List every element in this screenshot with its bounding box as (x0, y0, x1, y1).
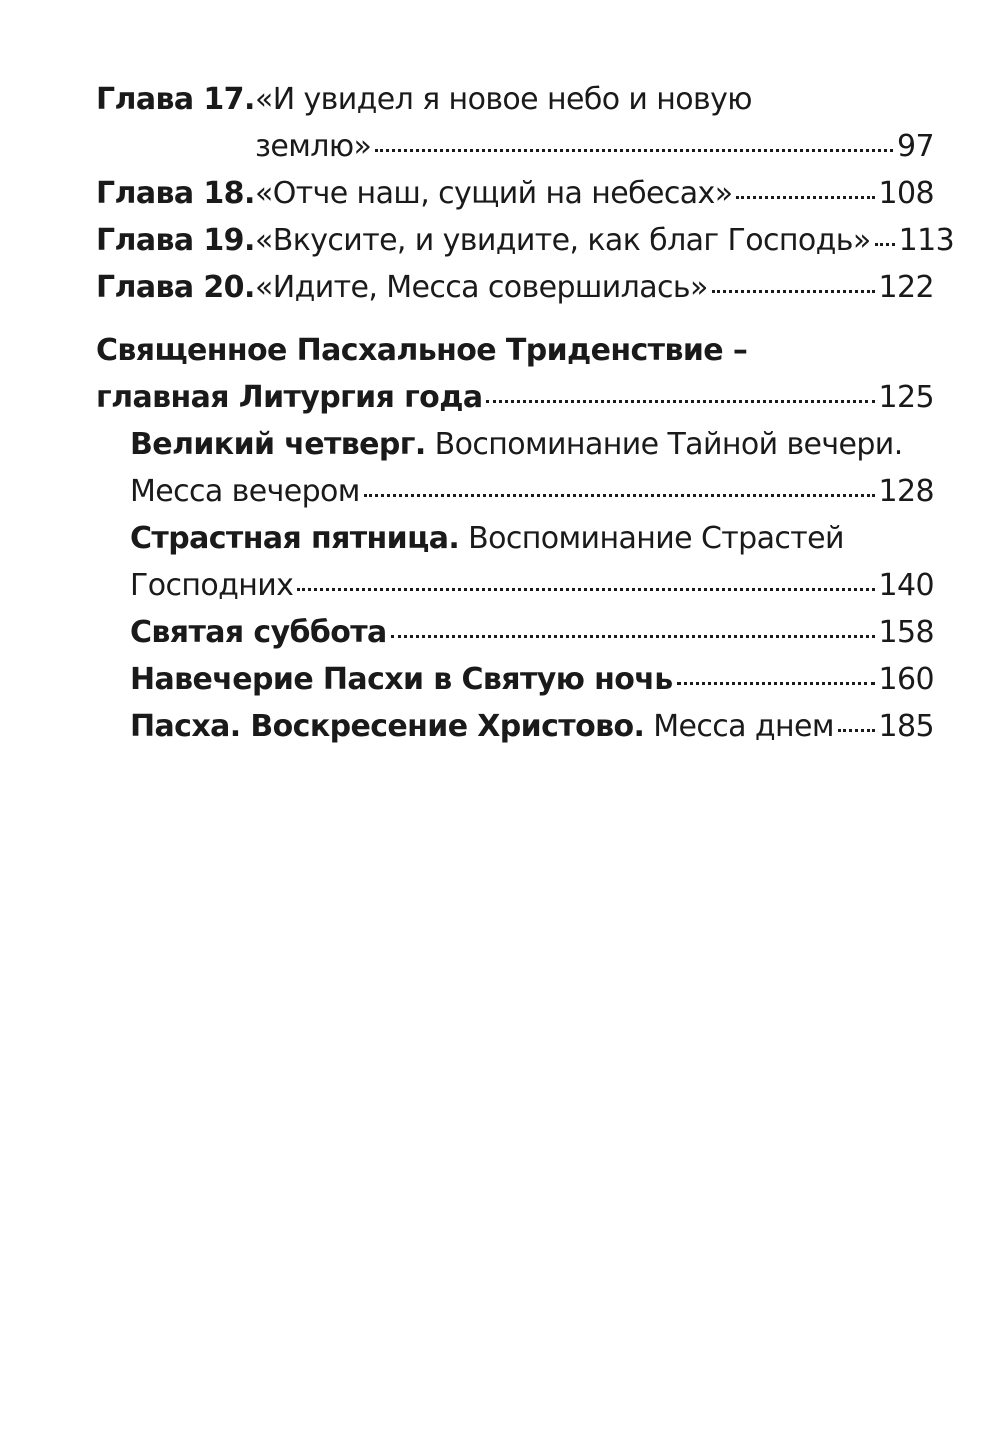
page-number: 185 (878, 709, 934, 744)
section-title: Священное Пасхальное Триденствие – (96, 333, 748, 368)
page-number: 113 (898, 223, 955, 258)
page-number: 140 (878, 568, 934, 603)
subsection-subtitle-continued: Господних (130, 568, 294, 603)
leader-dots (364, 494, 875, 497)
toc-entry-triduum-section[interactable] (96, 327, 934, 421)
chapter-title: «Идите, Месса совершилась» (255, 270, 708, 305)
toc-entry-good-friday[interactable] (96, 515, 934, 609)
chapter-title: «И увидел я новое небо и новую (255, 82, 752, 117)
leader-dots (486, 400, 874, 403)
section-title-continued: главная Литургия года (96, 380, 483, 415)
leader-dots (375, 149, 893, 152)
chapter-label: Глава 18. (96, 176, 255, 211)
toc-entry-holy-saturday[interactable] (96, 609, 934, 656)
chapter-title-continued: землю» (255, 129, 372, 164)
subsection-subtitle: Воспоминание Тайной вечери. (425, 427, 903, 462)
page-number: 160 (878, 662, 934, 697)
toc-entry-chapter-19[interactable] (96, 217, 955, 264)
leader-dots (677, 682, 875, 685)
chapter-title: «Вкусите, и увидите, как благ Господь» (255, 223, 871, 258)
toc-entry-holy-thursday[interactable] (96, 421, 934, 515)
subsection-title: Пасха. Воскресение Христово. (130, 709, 645, 744)
toc-entry-chapter-18[interactable] (96, 170, 934, 217)
subsection-title: Страстная пятница. (130, 521, 460, 556)
page-number: 125 (878, 380, 934, 415)
subsection-subtitle: Воспоминание Страстей (459, 521, 844, 556)
chapter-label: Глава 20. (96, 270, 255, 305)
subsection-subtitle-continued: Месса вечером (130, 474, 360, 509)
toc-entry-chapter-20[interactable] (96, 264, 934, 311)
leader-dots (838, 729, 875, 732)
chapter-label: Глава 19. (96, 223, 255, 258)
page-number: 122 (878, 270, 934, 305)
leader-dots (297, 588, 874, 591)
page-number: 97 (897, 129, 934, 164)
toc-entry-chapter-17[interactable] (96, 76, 934, 170)
leader-dots (875, 243, 895, 246)
leader-dots (712, 290, 875, 293)
toc-entry-easter-sunday[interactable] (96, 703, 934, 750)
chapter-label: Глава 17. (96, 82, 255, 117)
page-number: 158 (878, 615, 934, 650)
toc-entry-easter-vigil[interactable] (96, 656, 934, 703)
leader-dots (736, 196, 874, 199)
leader-dots (391, 635, 875, 638)
subsection-subtitle: Месса днем (644, 709, 834, 744)
subsection-title: Навечерие Пасхи в Святую ночь (130, 662, 673, 697)
chapter-title: «Отче наш, сущий на небесах» (255, 176, 733, 211)
page-number: 108 (878, 176, 934, 211)
subsection-title: Святая суббота (130, 615, 387, 650)
page-number: 128 (878, 474, 934, 509)
table-of-contents (96, 76, 955, 750)
subsection-title: Великий четверг. (130, 427, 426, 462)
